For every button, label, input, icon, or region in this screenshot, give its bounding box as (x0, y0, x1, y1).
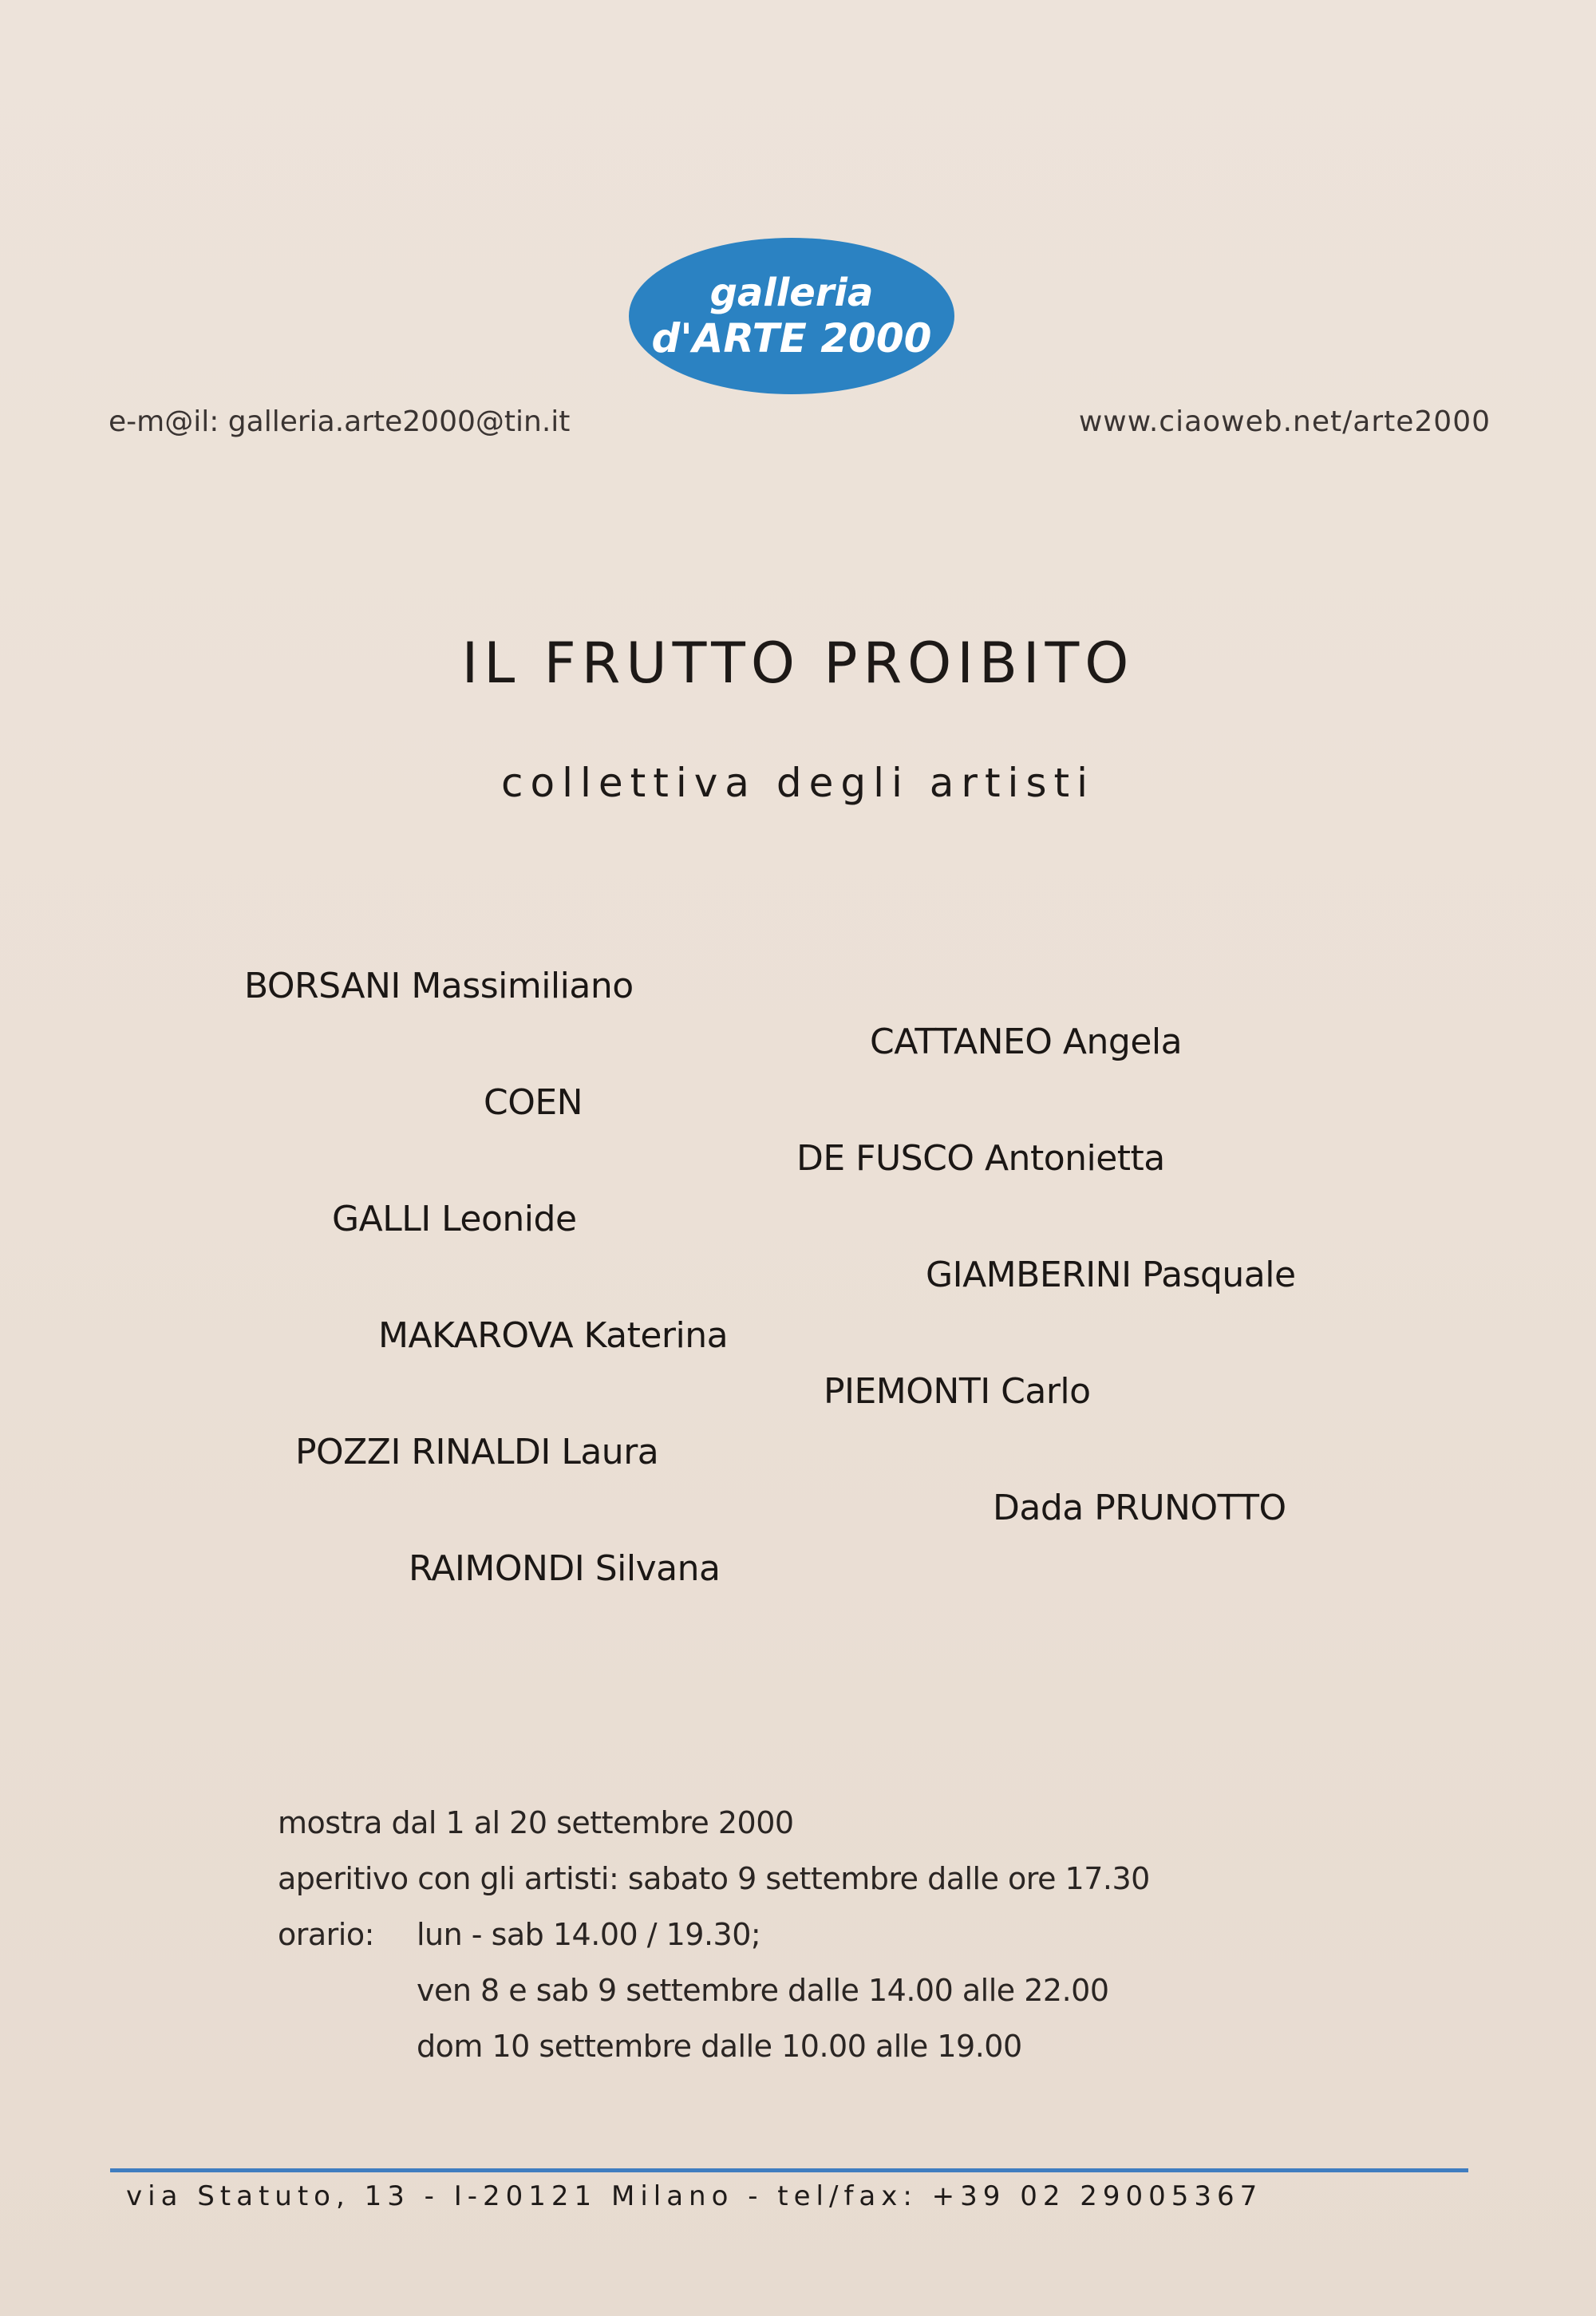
artist-name: GIAMBERINI Pasquale (926, 1255, 1296, 1295)
aperitivo-text: aperitivo con gli artisti: sabato 9 settembre dalle ore 17.30 (278, 1861, 1150, 1896)
footer-divider (110, 2168, 1468, 2172)
artist-name: POZZI RINALDI Laura (295, 1432, 659, 1472)
artist-name: BORSANI Massimiliano (244, 966, 634, 1006)
logo-line-2: d'ARTE 2000 (651, 315, 932, 362)
exhibition-title: IL FRUTTO PROIBITO (461, 630, 1135, 696)
gallery-logo (629, 238, 954, 394)
email-text: e-m@il: galleria.arte2000@tin.it (109, 405, 571, 438)
artist-name: Dada PRUNOTTO (993, 1488, 1286, 1528)
website-text: www.ciaoweb.net/arte2000 (1078, 405, 1491, 438)
orario-label: orario: (278, 1917, 374, 1952)
footer-address: via Statuto, 13 - I-20121 Milano - tel/fax: +39 02 29005367 (126, 2180, 1263, 2212)
artist-name: DE FUSCO Antonietta (796, 1138, 1165, 1179)
artist-name: COEN (484, 1082, 583, 1123)
orario-line-2: ven 8 e sab 9 settembre dalle 14.00 alle 22.00 (417, 1973, 1109, 2008)
artist-name: RAIMONDI Silvana (409, 1548, 721, 1589)
artist-name: MAKAROVA Katerina (378, 1315, 729, 1356)
exhibition-subtitle: collettiva degli artisti (500, 760, 1095, 806)
exhibition-dates: mostra dal 1 al 20 settembre 2000 (278, 1805, 794, 1840)
logo-line-1: galleria (709, 271, 874, 315)
artist-name: PIEMONTI Carlo (824, 1371, 1091, 1412)
artist-name: CATTANEO Angela (870, 1022, 1183, 1062)
artist-name: GALLI Leonide (332, 1199, 577, 1239)
orario-line-1: lun - sab 14.00 / 19.30; (417, 1917, 761, 1952)
orario-line-3: dom 10 settembre dalle 10.00 alle 19.00 (417, 2029, 1022, 2064)
